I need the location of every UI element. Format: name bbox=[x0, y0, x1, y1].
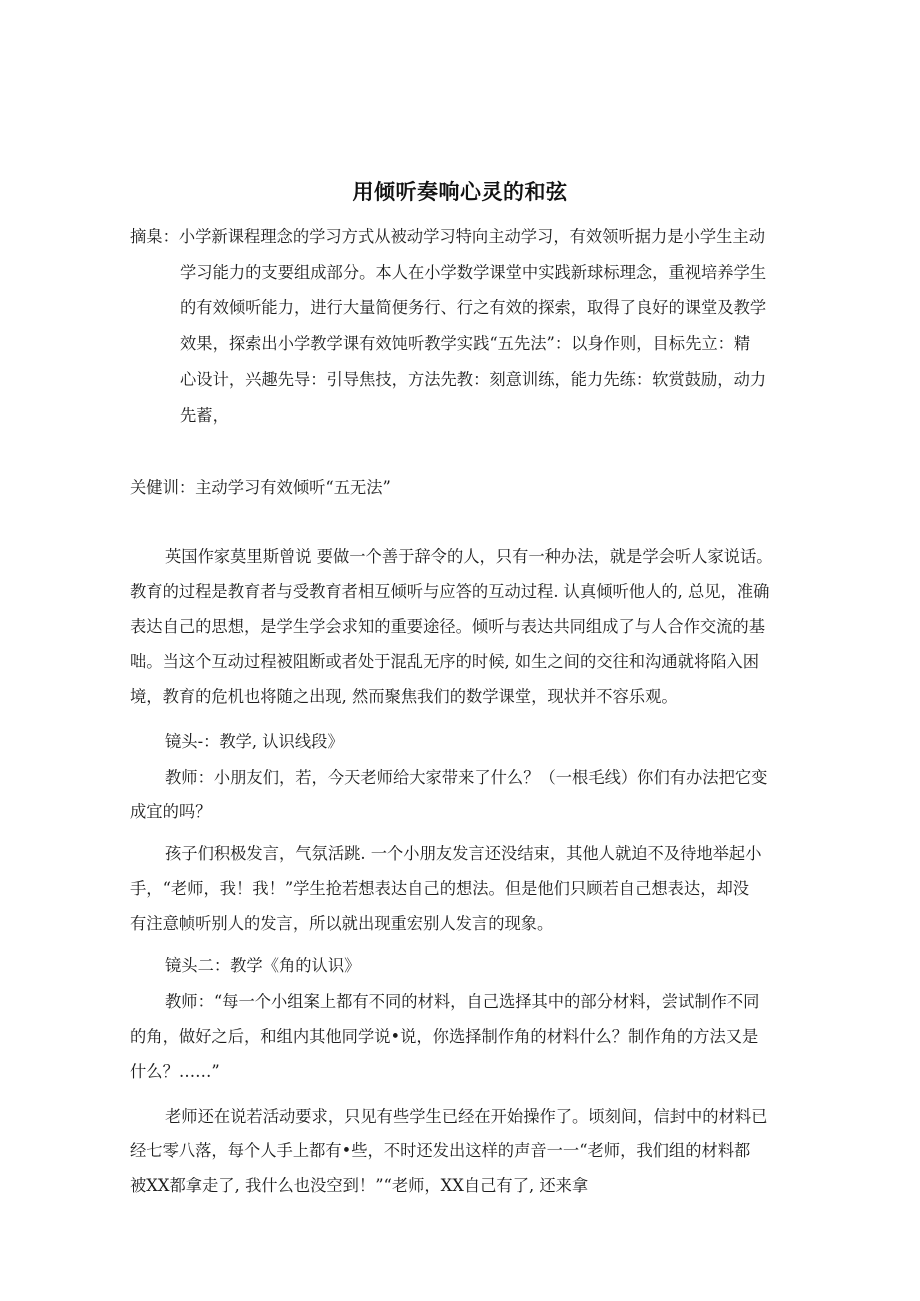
keywords-line: 关健训：主动学习有效倾听“五无法” bbox=[130, 478, 391, 497]
abstract-line: 心设计，兴趣先导：引导焦技，方法先教：刻意训练，能力先练：软赏鼓励，动力 bbox=[180, 370, 767, 389]
body-line: 有注意帧听别人的发言，所以就出现重宏别人发言的现象。 bbox=[130, 914, 554, 933]
abstract-line: 效果，探索出小学教学课有效饨听教学实践“五先法”：以身作则，目标先立：精 bbox=[180, 334, 751, 353]
body-line: 英国作家莫里斯曾说 要做一个善于辞令的人，只有一种办法，就是学会听人家说话。 bbox=[165, 547, 773, 566]
body-line: 成宜的吗？ bbox=[130, 802, 212, 821]
abstract-line: 摘臬：小学新课程理念的学习方式从被动学习特向主动学习，有效领听据力是小学生主动 bbox=[130, 227, 765, 246]
abstract-line: 先蓄， bbox=[180, 406, 229, 425]
body-line: 表达自己的思想，是学生学会求知的重要途径。倾听与表达共同组成了与人合作交流的基 bbox=[130, 617, 765, 636]
abstract-line: 的有效倾听能力，进行大量简便务行、行之有效的探索，取得了良好的课堂及教学 bbox=[180, 298, 767, 317]
shot-heading: 镜头二：教学《角的认识》 bbox=[165, 956, 361, 975]
body-line: 教师：小朋友们，若，今天老师给大家带来了什么？（一根毛线）你们有办法把它变 bbox=[165, 768, 768, 787]
body-line: 孩子们积极发言，气氛活跳. 一个小朋友发言还没结束，其他人就迫不及待地举起小 bbox=[165, 844, 762, 863]
body-line: 境，教育的危机也将随之出现, 然而聚焦我们的数学课堂，现状并不容乐观。 bbox=[130, 687, 678, 706]
body-line: 手，“老师，我！我！”学生抢若想表达自己的想法。但是他们只顾若自己想表达，却没 bbox=[130, 879, 750, 898]
body-line: 教育的过程是教育者与受教育者相互倾听与应答的互动过程. 认真倾听他人的, 总见，准确 bbox=[130, 582, 770, 601]
body-line: 什么？……” bbox=[130, 1062, 220, 1081]
abstract-line: 学习能力的支要组成部分。本人在小学数学课堂中实践新球标理念，重视培养学生 bbox=[180, 263, 767, 282]
body-line: 教师：“每一个小组案上都有不同的材料，自己选择其中的部分材料，尝试制作不同 bbox=[165, 992, 760, 1011]
body-line: 的角，做好之后，和组内其他同学说•说，你选择制作角的材料什么？制作角的方法又是 bbox=[130, 1027, 759, 1046]
body-line: 咄。当这个互动过程被阻断或者处于混乱无序的时候, 如生之间的交往和沟通就将陷入困 bbox=[130, 652, 760, 671]
shot-heading: 镜头-：教学, 认识线段》 bbox=[165, 732, 344, 751]
body-line: 老师还在说若活动要求，只见有些学生已经在开始操作了。顷刻间，信封中的材料已 bbox=[165, 1107, 768, 1126]
document-title: 用倾听奏响心灵的和弦 bbox=[352, 180, 568, 204]
body-line: 经七零八落，每个人手上都有•些，不时还发出这样的声音一一“老师，我们组的材料都 bbox=[130, 1141, 751, 1160]
body-line: 被XX都拿走了, 我什么也没空到！”“老师，XX自己有了, 还来拿 bbox=[130, 1176, 589, 1195]
